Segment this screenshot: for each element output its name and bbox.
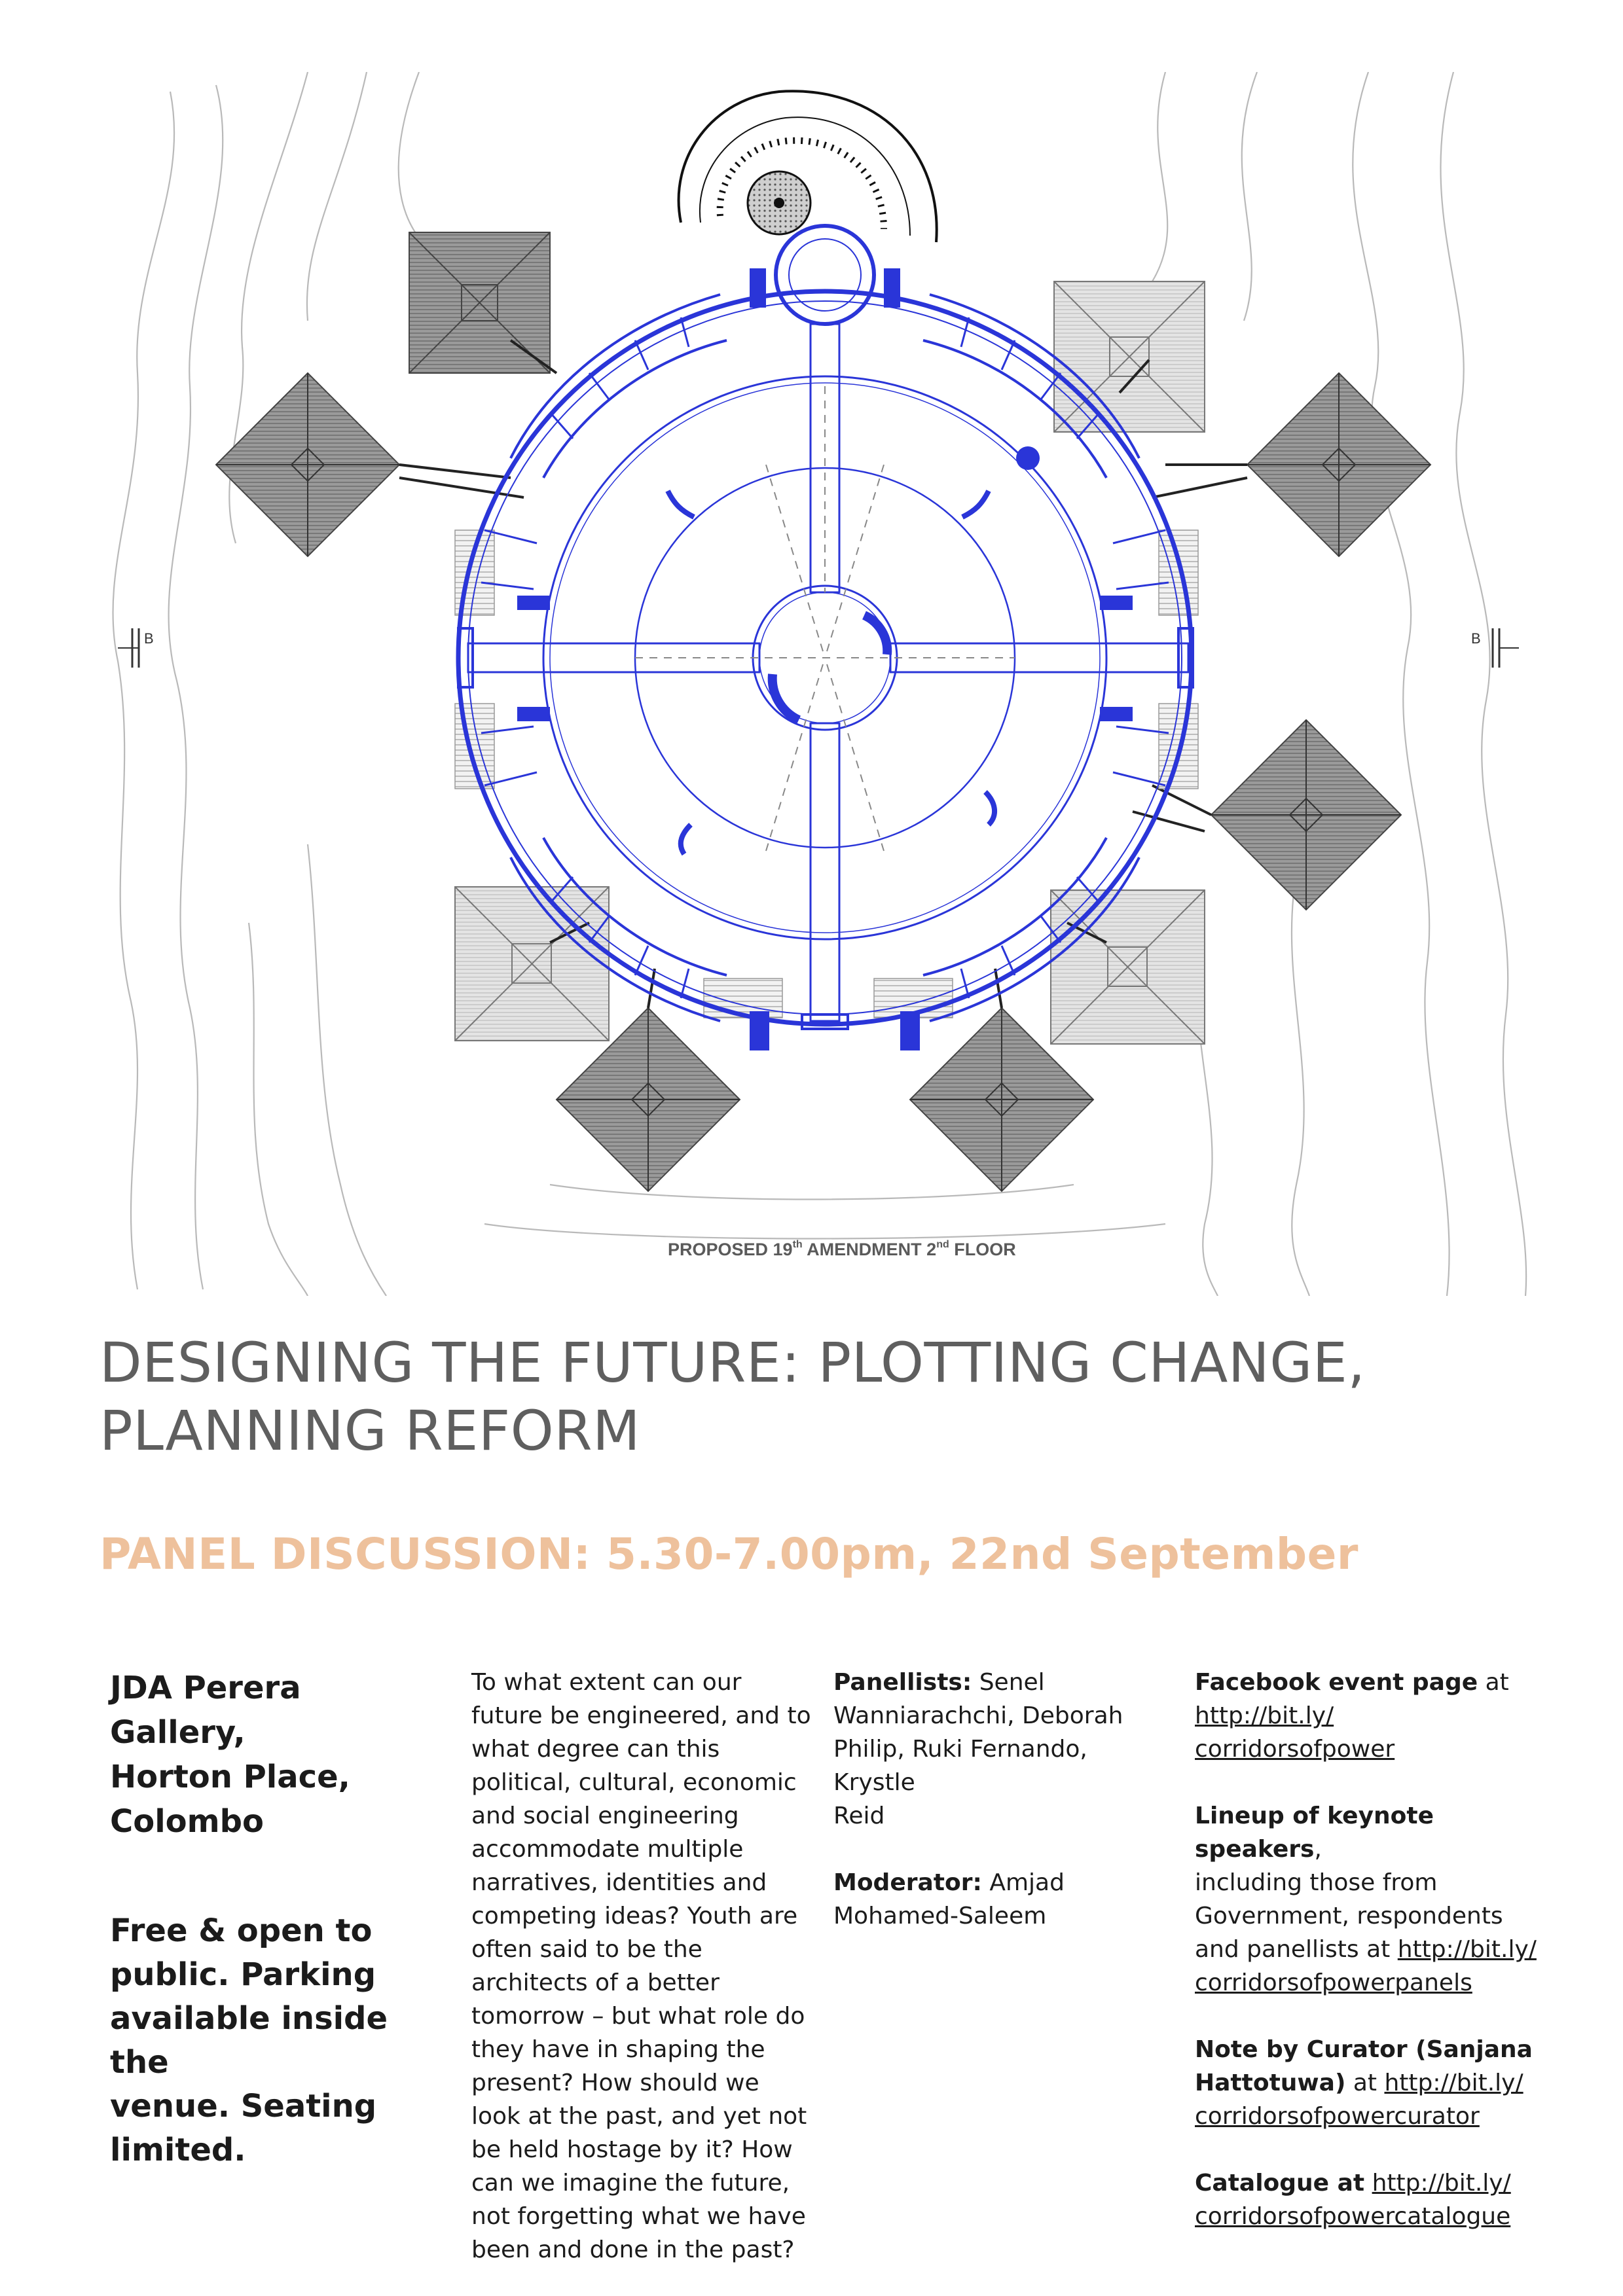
description-line: future be engineered, and to [471, 1702, 811, 1729]
description-line: accommodate multiple [471, 1836, 744, 1863]
catalogue-link[interactable]: corridorsofpowercatalogue [1195, 2203, 1511, 2230]
description-line: To what extent can our [471, 1669, 742, 1696]
description-line: architects of a better [471, 1969, 720, 1996]
description-column [471, 1666, 818, 2267]
description-line: can we imagine the future, [471, 2170, 790, 2197]
moderator [833, 1866, 1174, 1933]
panel-column [833, 1666, 1174, 1966]
description-line: look at the past, and yet not [471, 2103, 807, 2130]
catalogue-block [1195, 2166, 1561, 2233]
lineup-text: including those from [1195, 1869, 1438, 1896]
lineup-block: Lineup of keynote speakers, including those from Government, respondents and panellists at http://bit.ly/ corridorsofpowerpanels [1195, 1799, 1561, 2000]
curator-label: Note by Curator (Sanjana [1195, 2036, 1533, 2063]
catalogue-label: Catalogue at [1195, 2170, 1365, 2197]
panel-discussion-text: PANEL DISCUSSION: 5.30-7.00pm, 22nd September [100, 1529, 1359, 1579]
curator-link[interactable]: http://bit.ly/ [1384, 2070, 1523, 2096]
links-column [1195, 1666, 1561, 2267]
description-line: competing ideas? Youth are [471, 1903, 798, 1929]
amphitheatre [679, 91, 937, 242]
description-line: be held hostage by it? How [471, 2136, 793, 2163]
floor-plan-drawing [92, 72, 1545, 1296]
access-line: limited. [110, 2132, 246, 2168]
description-line: narratives, identities and [471, 1869, 767, 1896]
venue-line: JDA Perera Gallery, [110, 1670, 301, 1751]
venue-line: Horton Place, [110, 1759, 350, 1795]
panellists [833, 1666, 1174, 1833]
access-line: Free & open to [110, 1912, 373, 1949]
curator-block: Note by Curator (Sanjana Hattotuwa) at http://bit.ly/ corridorsofpowercurator [1195, 2033, 1561, 2133]
description-line: they have in shaping the [471, 2036, 765, 2063]
panellists-label: Panellists: [833, 1669, 972, 1696]
facebook-link[interactable]: http://bit.ly/ [1195, 1702, 1334, 1729]
description-line: often said to be the [471, 1936, 702, 1963]
moderator-name: Amjad [981, 1869, 1065, 1896]
panellist-name: Senel [972, 1669, 1045, 1696]
facebook-label: Facebook event page [1195, 1669, 1478, 1696]
description-line: been and done in the past? [471, 2236, 795, 2263]
section-mark-left: B [144, 630, 154, 647]
description-line: not forgetting what we have [471, 2203, 806, 2230]
access-line: public. Parking [110, 1956, 376, 1993]
panellist-line: Reid [833, 1803, 885, 1829]
page-title [100, 1329, 1573, 1465]
venue-column [110, 1666, 418, 2172]
plan-caption: PROPOSED 19th AMENDMENT 2nd FLOOR [668, 1239, 1016, 1259]
lineup-text: Government, respondents [1195, 1903, 1503, 1929]
description-line: what degree can this [471, 1736, 720, 1763]
venue-block [110, 1666, 418, 1844]
section-mark-right: B [1471, 630, 1481, 647]
curator-label: Hattotuwa) [1195, 2070, 1346, 2096]
description-line: political, cultural, economic [471, 1769, 797, 1796]
moderator-name-line2: Mohamed-Saleem [833, 1903, 1047, 1929]
description-line: and social engineering [471, 1803, 739, 1829]
description-line: tomorrow – but what role do [471, 2003, 805, 2030]
access-line: available inside the [110, 2000, 388, 2081]
panellist-line: Philip, Ruki Fernando, Krystle [833, 1736, 1087, 1796]
curator-link[interactable]: corridorsofpowercurator [1195, 2103, 1480, 2130]
facebook-at: at [1478, 1669, 1509, 1696]
venue-line: Colombo [110, 1803, 264, 1840]
lineup-label: Lineup of keynote speakers [1195, 1803, 1434, 1863]
lineup-link[interactable]: http://bit.ly/ [1397, 1936, 1537, 1963]
facebook-block [1195, 1666, 1561, 1766]
terrain-contours [113, 72, 1526, 1296]
lineup-link[interactable]: corridorsofpowerpanels [1195, 1969, 1472, 1996]
panellist-line: Wanniarachchi, Deborah [833, 1702, 1123, 1729]
lineup-text: and panellists at [1195, 1936, 1398, 1963]
facebook-link[interactable]: corridorsofpower [1195, 1736, 1395, 1763]
moderator-label: Moderator: [833, 1869, 982, 1896]
title-line-1: DESIGNING THE FUTURE: PLOTTING CHANGE, [100, 1331, 1366, 1395]
catalogue-link[interactable]: http://bit.ly/ [1372, 2170, 1511, 2197]
description-line: present? How should we [471, 2070, 759, 2096]
access-info [110, 1909, 418, 2172]
title-line-2: PLANNING REFORM [100, 1399, 641, 1463]
panel-discussion-heading [100, 1525, 1573, 1584]
access-line: venue. Seating [110, 2088, 377, 2125]
